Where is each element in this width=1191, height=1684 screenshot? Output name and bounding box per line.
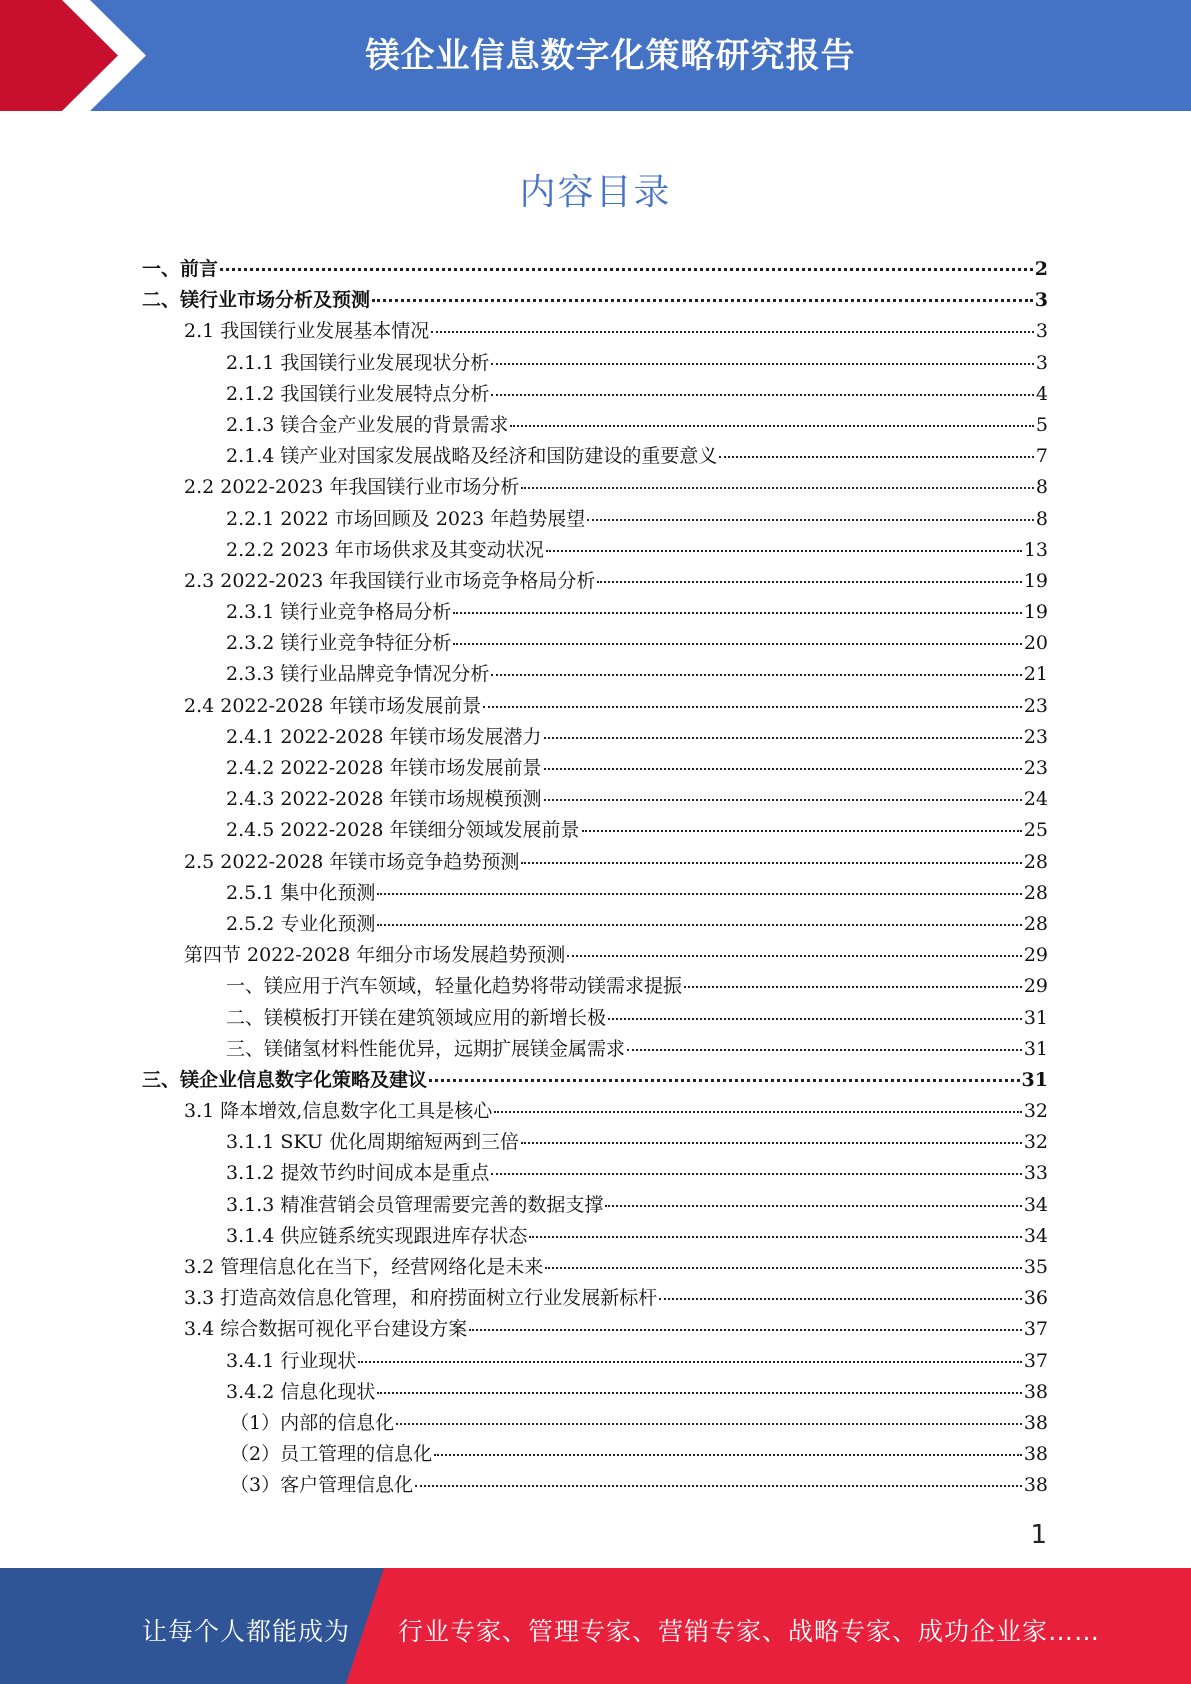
toc-entry[interactable] [142, 1003, 1048, 1034]
toc-entry[interactable] [142, 691, 1048, 722]
toc-entry-title: 一、镁应用于汽车领域，轻量化趋势将带动镁需求提振 [226, 975, 683, 998]
toc-entry[interactable] [142, 410, 1048, 441]
footer-slogan-left: 让每个人都能成为 [142, 1617, 351, 1646]
toc-entry-title: 2.2.2 2023 年市场供求及其变动状况 [226, 538, 544, 561]
toc-entry[interactable] [142, 909, 1048, 940]
toc-entry-title: 2.1.3 镁合金产业发展的背景需求 [226, 413, 509, 436]
toc-entry[interactable] [142, 504, 1048, 535]
toc-entry-page: 38 [1023, 1474, 1048, 1497]
toc-entry-title: 一、前言 [142, 258, 219, 280]
header-band [0, 0, 1191, 111]
toc-entry[interactable] [142, 1377, 1048, 1408]
toc-entry[interactable] [142, 753, 1048, 784]
toc-leader-dots [582, 830, 1022, 832]
toc-entry[interactable] [142, 1065, 1048, 1096]
toc-entry-page: 4 [1035, 382, 1048, 405]
toc-entry[interactable] [142, 659, 1048, 690]
toc-entry-page: 36 [1023, 1287, 1048, 1310]
toc-entry[interactable] [142, 1283, 1048, 1314]
toc-entry[interactable] [142, 784, 1048, 815]
toc-entry[interactable] [142, 1127, 1048, 1158]
toc-entry-title: 3.1.1 SKU 优化周期缩短两到三倍 [226, 1131, 519, 1154]
toc-entry-page: 7 [1035, 445, 1048, 468]
toc-leader-dots [372, 299, 1033, 302]
toc-entry-title: 2.4.5 2022-2028 年镁细分领域发展前景 [226, 819, 580, 842]
toc-leader-dots [521, 1142, 1022, 1144]
toc-entry-title: 3.4 综合数据可视化平台建设方案 [184, 1318, 468, 1341]
toc-entry-title: 2.2 2022-2023 年我国镁行业市场分析 [184, 476, 520, 499]
toc-entry-page: 21 [1023, 663, 1048, 686]
toc-entry[interactable] [142, 597, 1048, 628]
toc-entry-title: 2.4.3 2022-2028 年镁市场规模预测 [226, 788, 542, 811]
report-title: 镁企业信息数字化策略研究报告 [365, 36, 856, 76]
toc-entry-title: 2.4.1 2022-2028 年镁市场发展潜力 [226, 725, 542, 748]
toc-entry[interactable] [142, 878, 1048, 909]
toc-entry-page: 28 [1023, 881, 1048, 904]
footer-slogan-right: 行业专家、管理专家、营销专家、战略专家、成功企业家…… [398, 1617, 1101, 1646]
toc-entry-title: 2.1.1 我国镁行业发展现状分析 [226, 351, 490, 374]
toc-leader-dots [684, 986, 1022, 988]
toc-leader-dots [567, 955, 1022, 957]
toc-entry[interactable] [142, 535, 1048, 566]
toc-leader-dots [521, 487, 1033, 489]
toc-entry[interactable] [142, 1221, 1048, 1252]
toc-leader-dots [544, 799, 1022, 801]
toc-heading: 内容目录 [519, 172, 672, 213]
toc-entry[interactable] [142, 1034, 1048, 1065]
toc-leader-dots [377, 924, 1021, 926]
toc-entry-title: （1）内部的信息化 [230, 1411, 395, 1434]
toc-entry-title: 2.1.2 我国镁行业发展特点分析 [226, 382, 490, 405]
toc-leader-dots [483, 706, 1021, 708]
toc-entry-page: 13 [1023, 538, 1048, 561]
toc-leader-dots [377, 893, 1021, 895]
toc-leader-dots [719, 456, 1034, 458]
toc-leader-dots [544, 737, 1022, 739]
toc-leader-dots [377, 1392, 1021, 1394]
toc-leader-dots [358, 1361, 1021, 1363]
toc-entry[interactable] [142, 971, 1048, 1002]
toc-leader-dots [546, 550, 1022, 552]
toc-leader-dots [510, 425, 1034, 427]
toc-entry-page: 38 [1023, 1380, 1048, 1403]
toc-entry-page: 34 [1023, 1193, 1048, 1216]
toc-entry-title: 2.3 2022-2023 年我国镁行业市场竞争格局分析 [184, 569, 596, 592]
toc-entry-page: 38 [1023, 1443, 1048, 1466]
toc-entry-title: 3.2 管理信息化在当下，经营网络化是未来 [184, 1256, 544, 1278]
toc-leader-dots [597, 581, 1021, 583]
toc-entry-title: 3.1.3 精准营销会员管理需要完善的数据支撑 [226, 1193, 604, 1216]
toc-entry-page: 33 [1023, 1162, 1048, 1185]
toc-entry-page: 31 [1023, 1006, 1048, 1029]
toc-entry-page: 25 [1023, 819, 1048, 842]
toc-leader-dots [659, 1298, 1022, 1300]
toc-entry-title: 2.1.4 镁产业对国家发展战略及经济和国防建设的重要意义 [226, 445, 718, 468]
toc-entry[interactable] [142, 441, 1048, 472]
toc-entry-title: 二、镁行业市场分析及预测 [142, 289, 371, 312]
toc-entry[interactable] [142, 1314, 1048, 1345]
toc-entry-title: 2.5.1 集中化预测 [226, 881, 376, 904]
toc-entry[interactable] [142, 1190, 1048, 1221]
toc-leader-dots [469, 1329, 1022, 1331]
toc-leader-dots [491, 394, 1034, 396]
toc-entry-page: 19 [1023, 569, 1048, 592]
toc-entry-page: 8 [1035, 507, 1048, 530]
toc-entry-title: 2.2.1 2022 市场回顾及 2023 年趋势展望 [226, 507, 586, 530]
toc-leader-dots [453, 643, 1021, 645]
toc-entry-page: 23 [1023, 725, 1048, 748]
toc-entry-page: 3 [1035, 320, 1048, 343]
table-of-contents [142, 254, 1048, 1502]
toc-entry-title: 三、镁企业信息数字化策略及建议 [142, 1068, 428, 1091]
toc-entry-title: 二、镁模板打开镁在建筑领域应用的新增长极 [226, 1006, 607, 1029]
toc-entry[interactable] [142, 1252, 1048, 1283]
toc-leader-dots [608, 1018, 1022, 1020]
toc-leader-dots [431, 331, 1034, 333]
toc-entry-page: 24 [1023, 788, 1048, 811]
toc-entry-title: 2.4 2022-2028 年镁市场发展前景 [184, 694, 482, 717]
toc-entry-page: 37 [1023, 1318, 1048, 1341]
toc-entry[interactable] [142, 1439, 1048, 1470]
toc-entry-page: 35 [1023, 1256, 1048, 1278]
toc-entry[interactable] [142, 379, 1048, 410]
toc-entry-title: 3.4.1 行业现状 [226, 1349, 357, 1372]
toc-entry-page: 3 [1034, 289, 1048, 312]
toc-entry-page: 32 [1023, 1100, 1048, 1123]
toc-entry-page: 23 [1023, 757, 1048, 779]
toc-entry-title: 2.5 2022-2028 年镁市场竞争趋势预测 [184, 850, 520, 873]
toc-entry[interactable] [142, 1346, 1048, 1377]
toc-leader-dots [491, 363, 1034, 365]
toc-leader-dots [220, 268, 1033, 271]
toc-entry-title: 三、镁储氢材料性能优异，远期扩展镁金属需求 [226, 1037, 626, 1060]
toc-entry-title: 2.4.2 2022-2028 年镁市场发展前景 [226, 757, 542, 779]
toc-leader-dots [491, 674, 1021, 676]
toc-entry[interactable] [142, 1158, 1048, 1189]
toc-entry-page: 23 [1023, 694, 1048, 717]
toc-entry-page: 37 [1023, 1349, 1048, 1372]
toc-entry-title: 3.1 降本增效,信息数字化工具是核心 [184, 1100, 493, 1123]
toc-entry-title: 2.1 我国镁行业发展基本情况 [184, 320, 430, 343]
toc-entry-title: （3）客户管理信息化 [230, 1474, 414, 1497]
toc-entry-title: 2.5.2 专业化预测 [226, 912, 376, 935]
toc-entry[interactable] [142, 316, 1048, 347]
toc-leader-dots [544, 768, 1022, 770]
toc-leader-dots [434, 1454, 1022, 1456]
toc-entry[interactable] [142, 566, 1048, 597]
page-number: 1 [1030, 1520, 1047, 1550]
toc-entry[interactable] [142, 1408, 1048, 1439]
toc-entry-page: 3 [1035, 351, 1048, 374]
toc-entry[interactable] [142, 254, 1048, 285]
toc-leader-dots [429, 1079, 1020, 1082]
toc-entry-page: 38 [1023, 1411, 1048, 1434]
toc-entry[interactable] [142, 847, 1048, 878]
toc-entry-title: 3.4.2 信息化现状 [226, 1380, 376, 1403]
toc-entry-page: 28 [1023, 850, 1048, 873]
toc-leader-dots [529, 1236, 1021, 1238]
toc-entry-page: 19 [1023, 601, 1048, 624]
toc-leader-dots [587, 519, 1034, 521]
toc-entry-title: 2.3.1 镁行业竞争格局分析 [226, 601, 452, 624]
toc-entry-title: 第四节 2022-2028 年细分市场发展趋势预测 [184, 944, 566, 967]
toc-leader-dots [453, 612, 1021, 614]
toc-entry[interactable] [142, 722, 1048, 753]
toc-leader-dots [396, 1423, 1022, 1425]
toc-entry-page: 32 [1023, 1131, 1048, 1154]
toc-entry-page: 34 [1023, 1224, 1048, 1247]
toc-entry-page: 8 [1035, 476, 1048, 499]
toc-entry-title: 3.1.4 供应链系统实现跟进库存状态 [226, 1224, 528, 1247]
toc-leader-dots [627, 1049, 1022, 1051]
toc-entry-page: 20 [1023, 632, 1048, 655]
toc-entry-page: 29 [1023, 944, 1048, 967]
toc-entry-page: 28 [1023, 912, 1048, 935]
footer-band [0, 1568, 1191, 1684]
toc-leader-dots [415, 1485, 1022, 1487]
toc-entry[interactable] [142, 1470, 1048, 1501]
toc-leader-dots [491, 1173, 1021, 1175]
toc-leader-dots [521, 862, 1021, 864]
toc-entry-title: 3.3 打造高效信息化管理，和府捞面树立行业发展新标杆 [184, 1287, 658, 1310]
toc-entry[interactable] [142, 815, 1048, 846]
toc-entry-title: 2.3.3 镁行业品牌竞争情况分析 [226, 663, 490, 686]
toc-leader-dots [494, 1111, 1022, 1113]
toc-leader-dots [545, 1267, 1022, 1269]
toc-entry[interactable] [142, 628, 1048, 659]
toc-entry[interactable] [142, 285, 1048, 316]
toc-entry-page: 31 [1021, 1068, 1048, 1091]
toc-entry-page: 2 [1034, 258, 1048, 280]
toc-leader-dots [605, 1205, 1021, 1207]
toc-entry[interactable] [142, 472, 1048, 503]
toc-entry-title: 2.3.2 镁行业竞争特征分析 [226, 632, 452, 655]
toc-entry-page: 5 [1035, 413, 1048, 436]
toc-entry[interactable] [142, 348, 1048, 379]
toc-entry-title: （2）员工管理的信息化 [230, 1443, 433, 1466]
toc-entry-title: 3.1.2 提效节约时间成本是重点 [226, 1162, 490, 1185]
toc-entry[interactable] [142, 940, 1048, 971]
toc-entry-page: 31 [1023, 1037, 1048, 1060]
toc-entry[interactable] [142, 1096, 1048, 1127]
toc-entry-page: 29 [1023, 975, 1048, 998]
